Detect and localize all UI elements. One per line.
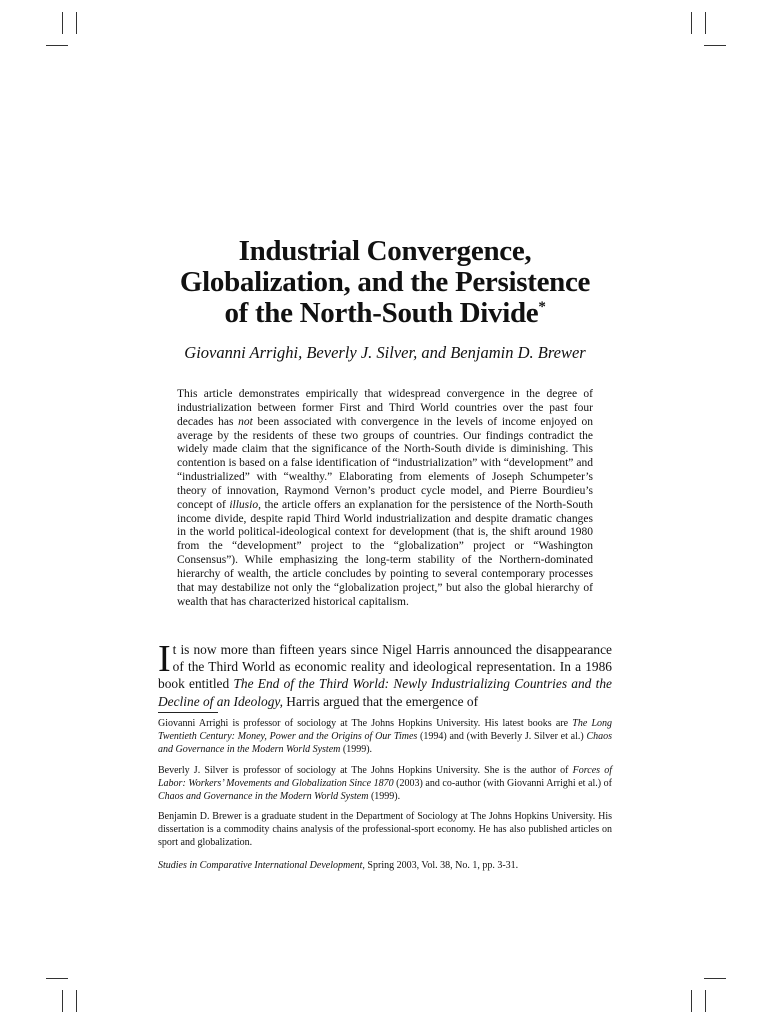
note-arrighi-book-1: The Long Twentieth Century: Money, Power and the Origins of Our Times [158,718,613,742]
abstract [177,388,593,610]
title-line-2: Globalization, and the Persistence [179,266,591,298]
abstract-paragraph [177,388,593,610]
abstract-emphasis-not: not [238,415,253,428]
note-silver [158,765,612,804]
note-brewer: Benjamin D. Brewer is a graduate student in the Department of Sociology at The Johns Hopkins University. His dissertation is a commodity chains analysis of the professional-sport economy. He has also published articles on sport and globalization. [158,811,612,849]
note-arrighi-text-1: Giovanni Arrighi is professor of sociology at The Johns Hopkins University. His latest books are [158,718,573,729]
note-silver-book-1: Forces of Labor: Workers’ Movements and Globalization Since 1870 [158,764,612,789]
abstract-text-2: been associated with convergence in the levels of income enjoyed on average by the residents of these two groups of countries. Our findings contradict the widely made claim that the significance of the North-South divide is diminishing. This contention is based on a false identification of “industrialization” with “development” and “industrialized” with “wealthy.” Elaborating from elements of Joseph Schumpeter’s theory of innovation, Raymond Vernon’s product cycle model, and Pierre Bourdieu’s concept of [177,415,593,511]
journal-citation [158,860,612,873]
footnote-divider [158,712,218,713]
article-title [100,236,670,329]
journal-name: Studies in Comparative International Development [158,860,363,872]
body-paragraph [158,638,612,710]
abstract-term-illusio: illusio [229,498,259,511]
note-arrighi-text-2: (1994) and (with Beverly J. Silver et al.) [417,730,587,742]
note-silver-text-1: Beverly J. Silver is professor of sociology at The Johns Hopkins University. She is the author of [158,764,573,776]
title-footnote-mark: * [538,299,546,315]
body-book-title: The End of the Third World: Newly Industrializing Countries and the Decline of an Ideology, [158,676,612,709]
abstract-text-1: This article demonstrates empirically that widespread convergence in the degree of industrialization between former First and Third World countries over the past four decades has [177,388,593,428]
drop-cap: I [158,638,171,680]
note-arrighi-text-3: (1999). [340,743,373,755]
note-silver-book-2: Chaos and Governance in the Modern World System [158,790,369,802]
title-line-1: Industrial Convergence, [238,235,532,267]
citation-details: , Spring 2003, Vol. 38, No. 1, pp. 3-31. [362,860,519,872]
note-silver-text-2: (2003) and co-author (with Giovanni Arrighi et al.) of [393,777,612,789]
abstract-text-3: , the article offers an explanation for the persistence of the North-South income divide, despite rapid Third World industrialization and despite dramatic changes in the world political-ideological context for development (that is, the shift around 1980 from the “development” project to the “globalization” project or “Washington Consensus”). While emphasizing the long-term stability of the Northern-dominated hierarchy of wealth, the article concludes by pointing to several contemporary processes that may destabilize not only the “globalization project,” but also the global hierarchy of wealth that has characterized historical capitalism. [177,498,593,608]
author-notes [158,718,612,881]
body-text-1: t is now more than fifteen years since Nigel Harris announced the disappearance of the Third World as economic reality and ideological representation. In a 1986 book entitled [158,642,612,692]
body-text [158,638,612,710]
author-list: Giovanni Arrighi, Beverly J. Silver, and Benjamin D. Brewer [184,343,586,362]
note-arrighi-book-2: Chaos and Governance in the Modern World System [158,730,612,755]
title-line-3-text: of the North-South Divide [224,297,539,329]
body-text-2: Harris argued that the emergence of [282,693,479,709]
note-arrighi [158,718,612,757]
title-line-3 [100,298,670,329]
note-silver-text-3: (1999). [368,790,401,802]
